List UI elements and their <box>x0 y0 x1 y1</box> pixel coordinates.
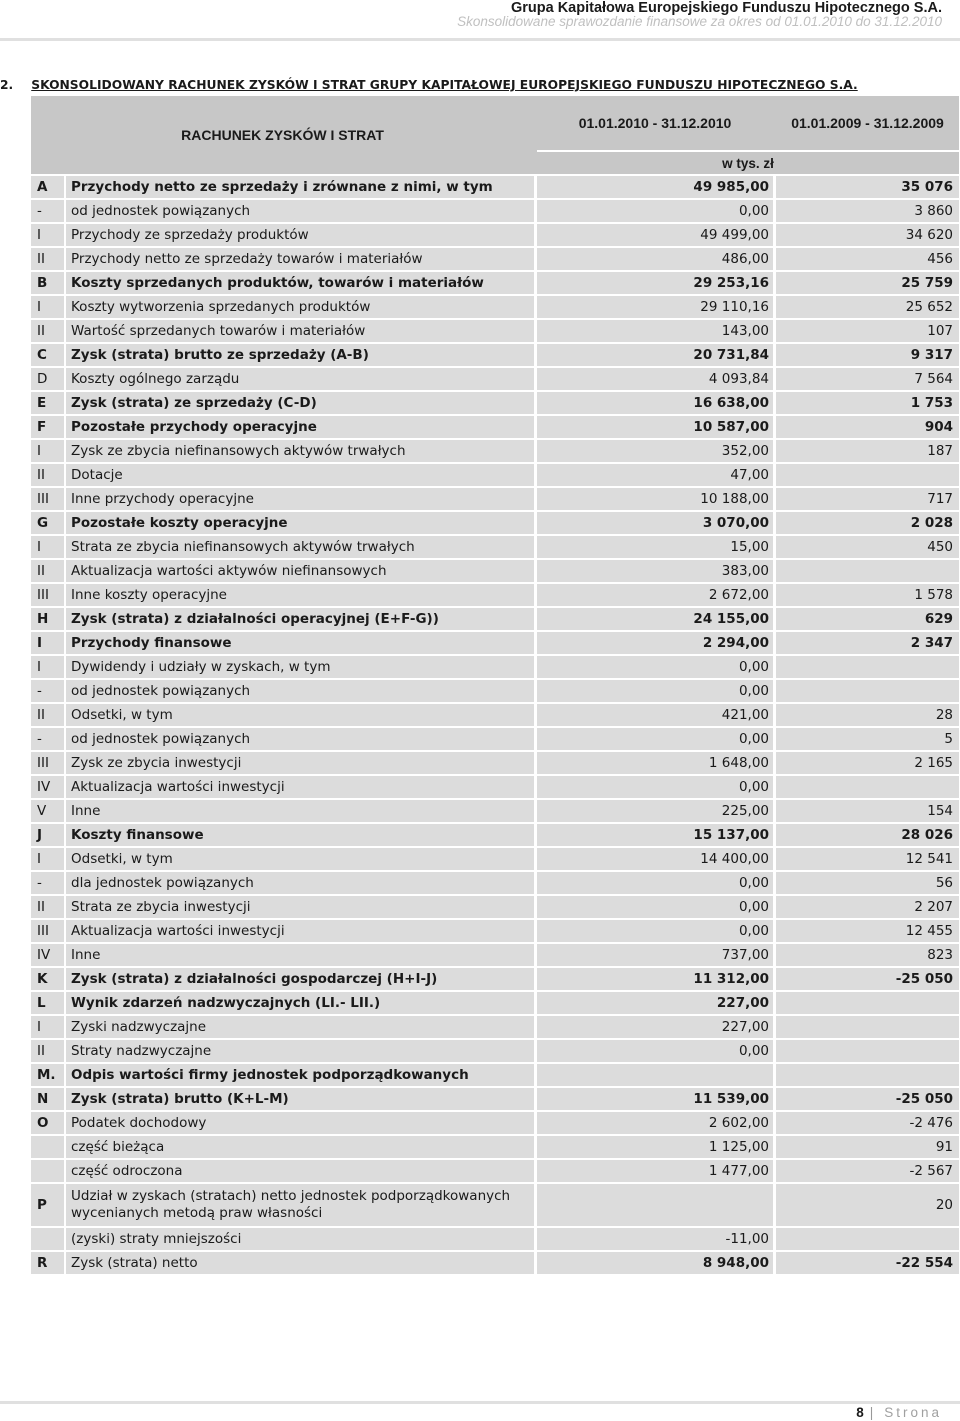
row-label: Udział w zyskach (stratach) netto jednostek podporządkowanych wycenianych metodą praw własności <box>64 1184 534 1228</box>
row-code: IV <box>31 776 64 800</box>
row-code: I <box>31 440 64 464</box>
row-code: II <box>31 896 64 920</box>
value-2009: 904 <box>776 416 959 440</box>
value-2010: 0,00 <box>537 656 773 680</box>
value-2010: 16 638,00 <box>537 392 773 416</box>
row-label: Aktualizacja wartości aktywów niefinansowych <box>64 560 534 584</box>
row-label: Koszty wytworzenia sprzedanych produktów <box>64 296 534 320</box>
value-2010: 143,00 <box>537 320 773 344</box>
value-2010: 2 672,00 <box>537 584 773 608</box>
row-code: - <box>31 680 64 704</box>
row-code: F <box>31 416 64 440</box>
value-2010: -11,00 <box>537 1228 773 1252</box>
row-label: Zysk ze zbycia inwestycji <box>64 752 534 776</box>
value-2009 <box>776 1040 959 1064</box>
value-2010: 0,00 <box>537 920 773 944</box>
row-label: Dywidendy i udziały w zyskach, w tym <box>64 656 534 680</box>
table-row <box>31 656 959 680</box>
value-2010: 1 125,00 <box>537 1136 773 1160</box>
table-row <box>31 320 959 344</box>
row-code: H <box>31 608 64 632</box>
row-code: I <box>31 296 64 320</box>
value-2009: 450 <box>776 536 959 560</box>
table-row <box>31 680 959 704</box>
table-row <box>31 968 959 992</box>
value-2009: 107 <box>776 320 959 344</box>
row-label: Odpis wartości firmy jednostek podporządkowanych <box>64 1064 534 1088</box>
row-code: II <box>31 464 64 488</box>
section-heading <box>0 78 858 92</box>
table-row <box>31 560 959 584</box>
row-label: część bieżąca <box>64 1136 534 1160</box>
table-row <box>31 512 959 536</box>
value-2009: 717 <box>776 488 959 512</box>
table-row <box>31 224 959 248</box>
row-label: Przychody finansowe <box>64 632 534 656</box>
row-code: II <box>31 560 64 584</box>
unit-label: w tys. zł <box>537 152 959 176</box>
row-label: Odsetki, w tym <box>64 848 534 872</box>
value-2009: 187 <box>776 440 959 464</box>
row-label: Inne <box>64 800 534 824</box>
row-label: Odsetki, w tym <box>64 704 534 728</box>
table-row <box>31 704 959 728</box>
row-code: K <box>31 968 64 992</box>
row-code: A <box>31 176 64 200</box>
value-2010: 11 312,00 <box>537 968 773 992</box>
value-2009: 1 753 <box>776 392 959 416</box>
table-row <box>31 728 959 752</box>
value-2010: 0,00 <box>537 896 773 920</box>
row-code: - <box>31 872 64 896</box>
table-row <box>31 1184 959 1228</box>
page-word: Strona <box>884 1405 942 1420</box>
row-label: Aktualizacja wartości inwestycji <box>64 776 534 800</box>
value-2009: 28 <box>776 704 959 728</box>
row-code <box>31 1136 64 1160</box>
table-body <box>31 176 959 1276</box>
value-2010: 0,00 <box>537 728 773 752</box>
table-row <box>31 416 959 440</box>
row-label: Koszty ogólnego zarządu <box>64 368 534 392</box>
row-code: M. <box>31 1064 64 1088</box>
row-code: I <box>31 536 64 560</box>
table-row <box>31 584 959 608</box>
row-code: I <box>31 224 64 248</box>
value-2010: 0,00 <box>537 200 773 224</box>
table-row <box>31 776 959 800</box>
table-row <box>31 392 959 416</box>
value-2010: 20 731,84 <box>537 344 773 368</box>
table-row <box>31 1160 959 1184</box>
value-2009: -25 050 <box>776 968 959 992</box>
row-label: Przychody netto ze sprzedaży towarów i materiałów <box>64 248 534 272</box>
value-2010: 383,00 <box>537 560 773 584</box>
table-row <box>31 920 959 944</box>
income-statement-table <box>31 96 959 1276</box>
row-code: E <box>31 392 64 416</box>
value-2010: 47,00 <box>537 464 773 488</box>
section-title: SKONSOLIDOWANY RACHUNEK ZYSKÓW I STRAT GRUPY KAPITAŁOWEJ EUROPEJSKIEGO FUNDUSZU HIPOTECZNEGO S.A. <box>31 78 858 92</box>
row-label: Koszty sprzedanych produktów, towarów i materiałów <box>64 272 534 296</box>
value-2009 <box>776 656 959 680</box>
row-label: Pozostałe przychody operacyjne <box>64 416 534 440</box>
value-2010: 24 155,00 <box>537 608 773 632</box>
value-2009: 1 578 <box>776 584 959 608</box>
row-label: Zyski nadzwyczajne <box>64 1016 534 1040</box>
value-2010: 352,00 <box>537 440 773 464</box>
section-number: 2. <box>0 78 14 92</box>
value-2009: -25 050 <box>776 1088 959 1112</box>
header-company: Grupa Kapitałowa Europejskiego Funduszu Hipotecznego S.A. <box>510 0 942 16</box>
value-2009 <box>776 1016 959 1040</box>
row-label: dla jednostek powiązanych <box>64 872 534 896</box>
value-2009: 28 026 <box>776 824 959 848</box>
row-label: Strata ze zbycia niefinansowych aktywów trwałych <box>64 536 534 560</box>
row-label: od jednostek powiązanych <box>64 728 534 752</box>
value-2009: 20 <box>776 1184 959 1228</box>
row-label: od jednostek powiązanych <box>64 680 534 704</box>
row-label: Dotacje <box>64 464 534 488</box>
value-2009 <box>776 776 959 800</box>
value-2009 <box>776 680 959 704</box>
value-2009: 12 455 <box>776 920 959 944</box>
value-2010: 2 294,00 <box>537 632 773 656</box>
row-code: G <box>31 512 64 536</box>
row-code: D <box>31 368 64 392</box>
table-row <box>31 632 959 656</box>
table-row <box>31 752 959 776</box>
table-row <box>31 464 959 488</box>
table-row <box>31 344 959 368</box>
row-code <box>31 1228 64 1252</box>
row-code: V <box>31 800 64 824</box>
value-2009: 2 207 <box>776 896 959 920</box>
value-2009: 12 541 <box>776 848 959 872</box>
value-2010: 421,00 <box>537 704 773 728</box>
value-2010: 10 188,00 <box>537 488 773 512</box>
row-code: III <box>31 752 64 776</box>
row-code: O <box>31 1112 64 1136</box>
table-row <box>31 248 959 272</box>
row-label: Zysk ze zbycia niefinansowych aktywów trwałych <box>64 440 534 464</box>
row-code: II <box>31 320 64 344</box>
header-divider <box>0 38 960 41</box>
value-2010: 11 539,00 <box>537 1088 773 1112</box>
value-2009: 91 <box>776 1136 959 1160</box>
row-label: Zysk (strata) z działalności operacyjnej (E+F-G)) <box>64 608 534 632</box>
table-row <box>31 896 959 920</box>
table-row <box>31 1064 959 1088</box>
value-2010: 10 587,00 <box>537 416 773 440</box>
value-2009: -22 554 <box>776 1252 959 1276</box>
value-2010: 15 137,00 <box>537 824 773 848</box>
value-2010: 0,00 <box>537 872 773 896</box>
table-row <box>31 1252 959 1276</box>
row-code: I <box>31 848 64 872</box>
value-2010: 49 985,00 <box>537 176 773 200</box>
row-code: I <box>31 656 64 680</box>
row-code: I <box>31 632 64 656</box>
row-label: Pozostałe koszty operacyjne <box>64 512 534 536</box>
table-header-row <box>31 96 959 152</box>
row-code: III <box>31 488 64 512</box>
value-2009: 34 620 <box>776 224 959 248</box>
row-label: Zysk (strata) brutto (K+L-M) <box>64 1088 534 1112</box>
value-2010: 737,00 <box>537 944 773 968</box>
value-2010: 15,00 <box>537 536 773 560</box>
value-2009: -2 567 <box>776 1160 959 1184</box>
row-label: Inne koszty operacyjne <box>64 584 534 608</box>
value-2009: -2 476 <box>776 1112 959 1136</box>
value-2009 <box>776 464 959 488</box>
row-label: Wartość sprzedanych towarów i materiałów <box>64 320 534 344</box>
value-2009: 154 <box>776 800 959 824</box>
period-current-header: 01.01.2010 - 31.12.2010 <box>537 96 773 152</box>
row-code <box>31 1160 64 1184</box>
row-label: Przychody netto ze sprzedaży i zrównane z nimi, w tym <box>64 176 534 200</box>
value-2009: 2 028 <box>776 512 959 536</box>
row-label: Podatek dochodowy <box>64 1112 534 1136</box>
row-code: II <box>31 248 64 272</box>
row-label: Aktualizacja wartości inwestycji <box>64 920 534 944</box>
value-2010: 0,00 <box>537 776 773 800</box>
row-code: - <box>31 200 64 224</box>
table-row <box>31 1228 959 1252</box>
table-row <box>31 368 959 392</box>
table-row <box>31 272 959 296</box>
table-row <box>31 536 959 560</box>
table-row <box>31 848 959 872</box>
row-label: Zysk (strata) ze sprzedaży (C-D) <box>64 392 534 416</box>
value-2010: 49 499,00 <box>537 224 773 248</box>
row-label: Zysk (strata) brutto ze sprzedaży (A-B) <box>64 344 534 368</box>
value-2009: 35 076 <box>776 176 959 200</box>
table-row <box>31 488 959 512</box>
value-2009: 56 <box>776 872 959 896</box>
value-2009: 2 347 <box>776 632 959 656</box>
row-label: Inne przychody operacyjne <box>64 488 534 512</box>
row-label: Przychody ze sprzedaży produktów <box>64 224 534 248</box>
value-2010 <box>537 1064 773 1088</box>
value-2010: 0,00 <box>537 680 773 704</box>
value-2010: 227,00 <box>537 992 773 1016</box>
table-row <box>31 824 959 848</box>
value-2010: 1 648,00 <box>537 752 773 776</box>
value-2010: 1 477,00 <box>537 1160 773 1184</box>
header-subtitle: Skonsolidowane sprawozdanie finansowe za okres od 01.01.2010 do 31.12.2010 <box>457 14 942 29</box>
row-code: I <box>31 1016 64 1040</box>
page-footer <box>856 1405 942 1420</box>
table-title: RACHUNEK ZYSKÓW I STRAT <box>31 96 534 176</box>
row-label: (zyski) straty mniejszości <box>64 1228 534 1252</box>
row-label: od jednostek powiązanych <box>64 200 534 224</box>
table-row <box>31 800 959 824</box>
row-code: II <box>31 1040 64 1064</box>
table-row <box>31 1112 959 1136</box>
table-row <box>31 296 959 320</box>
row-code: C <box>31 344 64 368</box>
row-label: część odroczona <box>64 1160 534 1184</box>
row-label: Zysk (strata) z działalności gospodarczej (H+I-J) <box>64 968 534 992</box>
value-2009 <box>776 1064 959 1088</box>
value-2009: 25 652 <box>776 296 959 320</box>
value-2010: 225,00 <box>537 800 773 824</box>
row-code: - <box>31 728 64 752</box>
value-2010: 29 110,16 <box>537 296 773 320</box>
row-code: II <box>31 704 64 728</box>
page-number: 8 <box>856 1405 864 1420</box>
row-label: Inne <box>64 944 534 968</box>
value-2009 <box>776 560 959 584</box>
row-code: P <box>31 1184 64 1228</box>
value-2010: 486,00 <box>537 248 773 272</box>
value-2009: 9 317 <box>776 344 959 368</box>
row-code: N <box>31 1088 64 1112</box>
value-2010: 227,00 <box>537 1016 773 1040</box>
table-row <box>31 176 959 200</box>
table-row <box>31 992 959 1016</box>
row-label: Straty nadzwyczajne <box>64 1040 534 1064</box>
value-2009: 823 <box>776 944 959 968</box>
table-row <box>31 1088 959 1112</box>
row-code: III <box>31 584 64 608</box>
row-code: B <box>31 272 64 296</box>
row-label: Wynik zdarzeń nadzwyczajnych (LI.- LII.) <box>64 992 534 1016</box>
row-code: III <box>31 920 64 944</box>
footer-divider <box>0 1401 960 1404</box>
value-2010: 4 093,84 <box>537 368 773 392</box>
table-row <box>31 608 959 632</box>
table-row <box>31 944 959 968</box>
value-2010: 0,00 <box>537 1040 773 1064</box>
table-row <box>31 200 959 224</box>
value-2010: 3 070,00 <box>537 512 773 536</box>
value-2009 <box>776 992 959 1016</box>
value-2010: 14 400,00 <box>537 848 773 872</box>
value-2009: 2 165 <box>776 752 959 776</box>
table-row <box>31 872 959 896</box>
value-2009: 5 <box>776 728 959 752</box>
value-2009: 629 <box>776 608 959 632</box>
value-2009 <box>776 1228 959 1252</box>
row-code: IV <box>31 944 64 968</box>
row-label: Strata ze zbycia inwestycji <box>64 896 534 920</box>
row-code: J <box>31 824 64 848</box>
value-2009: 3 860 <box>776 200 959 224</box>
row-label: Koszty finansowe <box>64 824 534 848</box>
value-2010 <box>537 1184 773 1228</box>
value-2009: 456 <box>776 248 959 272</box>
row-code: R <box>31 1252 64 1276</box>
value-2010: 8 948,00 <box>537 1252 773 1276</box>
footer-separator: | <box>869 1405 877 1420</box>
table-row <box>31 1016 959 1040</box>
table-row <box>31 1040 959 1064</box>
table-row <box>31 1136 959 1160</box>
row-label: Zysk (strata) netto <box>64 1252 534 1276</box>
value-2010: 2 602,00 <box>537 1112 773 1136</box>
row-code: L <box>31 992 64 1016</box>
period-prior-header: 01.01.2009 - 31.12.2009 <box>776 96 959 152</box>
value-2009: 7 564 <box>776 368 959 392</box>
table-row <box>31 440 959 464</box>
value-2010: 29 253,16 <box>537 272 773 296</box>
value-2009: 25 759 <box>776 272 959 296</box>
